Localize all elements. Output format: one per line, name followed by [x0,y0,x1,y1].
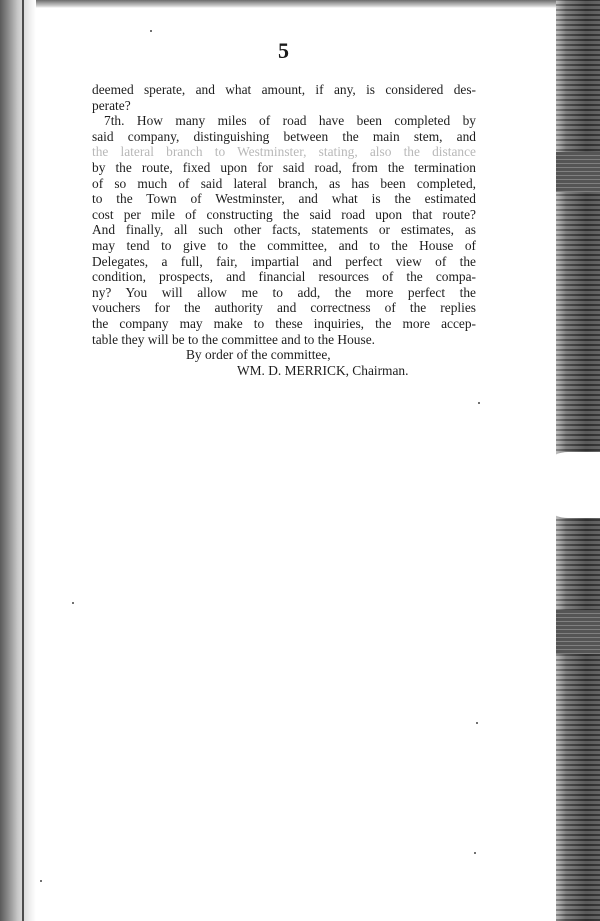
scan-speck [478,402,480,404]
text-line: ny? You will allow me to add, the more perfect the [92,284,476,300]
page-number: 5 [278,38,289,63]
scan-top-edge [0,0,600,8]
scan-edge-band [556,610,600,654]
scan-edge-band [556,152,600,192]
text-line: the company may make to these inquiries, the more accep- [92,315,476,331]
text-line: table they will be to the committee and to the House. [92,331,375,347]
body-text [92,82,476,378]
text-line: may tend to give to the committee, and to the House of [92,237,476,253]
text-line: perate? [92,97,131,113]
text-line: Delegates, a full, fair, impartial and perfect view of the [92,253,476,269]
text-line: condition, prospects, and financial resources of the compa- [92,269,476,285]
scan-speck [474,852,476,854]
scan-speck [72,602,74,604]
text-line: vouchers for the authority and correctness of the replies [92,300,476,316]
signature-line: WM. D. MERRICK, Chairman. [237,362,409,378]
text-line: said company, distinguishing between the main stem, and [92,128,476,144]
text-line: cost per mile of constructing the said road upon that route? [92,206,476,222]
text-line: the lateral branch to Westminster, stating, also the distance [92,144,476,160]
scan-speck [150,30,152,32]
binding-shadow [0,0,36,921]
scan-speck [476,722,478,724]
text-line: to the Town of Westminster, and what is the estimated [92,191,476,207]
scan-speck [40,880,42,882]
text-line: of so much of said lateral branch, as has been completed, [92,175,476,191]
text-line: 7th. How many miles of road have been completed by [104,113,476,129]
text-line: And finally, all such other facts, statements or estimates, as [92,222,476,238]
text-line: deemed sperate, and what amount, if any, is considered des- [92,82,476,97]
page-tab-notch [536,452,600,518]
text-line: by the route, fixed upon for said road, from the termination [92,159,476,175]
signoff-line: By order of the committee, [186,347,331,363]
binding-line [22,0,24,921]
